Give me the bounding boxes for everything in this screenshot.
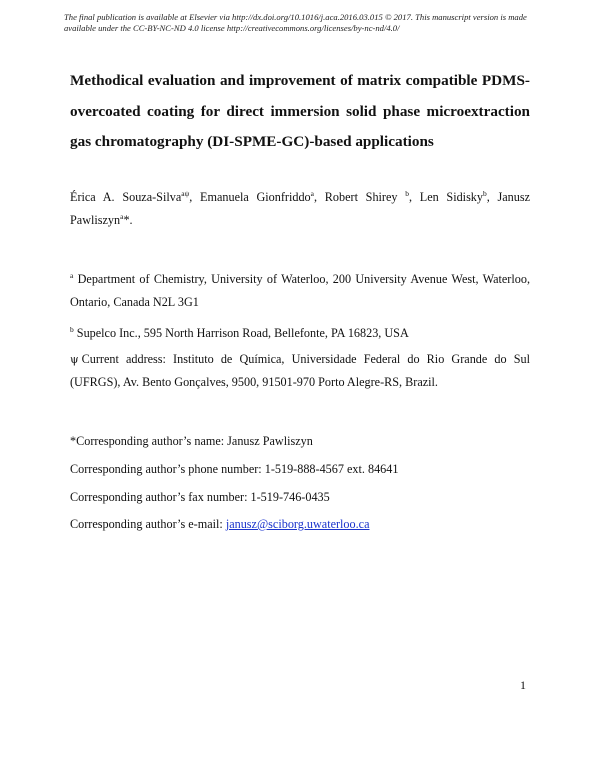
license-notice: The final publication is available at Elsevier via http://dx.doi.org/10.1016/j.aca.2016.03.015 © 2017. This manuscript version is made available under the CC-BY-NC-ND 4.0 license http://creativecommons.org/licenses/by-nc-nd/4.0/ (64, 12, 527, 33)
author-affiliation-mark: a (120, 212, 124, 221)
author-name: Érica A. Souza-Silva (70, 190, 182, 204)
author-name: Len Sidisky (419, 190, 483, 204)
author-separator: , (408, 190, 420, 204)
author-list (70, 186, 530, 232)
corresponding-author-phone: Corresponding author’s phone number: 1-519-888-4567 ext. 84641 (70, 462, 399, 476)
affiliation-b-text: Supelco Inc., 595 North Harrison Road, Bellefonte, PA 16823, USA (73, 326, 409, 340)
affiliation-b (70, 322, 530, 345)
author-separator: , (486, 190, 498, 204)
author-separator: , (314, 190, 325, 204)
author-name: Emanuela Gionfriddo (200, 190, 311, 204)
affiliation-a-mark: a (70, 271, 74, 280)
author-affiliation-mark: a (310, 189, 314, 198)
author-affiliation-mark: b (483, 189, 487, 198)
email-link[interactable]: janusz@sciborg.uwaterloo.ca (225, 517, 370, 531)
author-separator: *. (123, 213, 133, 227)
author-name: Robert Shirey (324, 190, 406, 204)
email-label: Corresponding author’s e-mail: (70, 517, 226, 531)
current-address (70, 348, 530, 394)
affiliation-b-mark: b (70, 325, 74, 334)
corresponding-author-email-line (70, 513, 530, 536)
affiliation-a-text: Department of Chemistry, University of Waterloo, 200 University Avenue West, Waterloo, Ontario, Canada N2L 3G1 (70, 272, 530, 309)
page-number: 1 (520, 678, 526, 692)
author-affiliation-mark: aψ (181, 189, 190, 198)
affiliation-a (70, 268, 530, 314)
corresponding-author-name: *Corresponding author’s name: Janusz Pawliszyn (70, 434, 313, 448)
author-separator: , (189, 190, 201, 204)
author-affiliation-mark: b (405, 189, 409, 198)
author-name: Janusz Pawliszyn (70, 190, 531, 227)
corresponding-author-fax: Corresponding author’s fax number: 1-519-746-0435 (70, 490, 330, 504)
current-address-text: Current address: Instituto de Química, Universidade Federal do Rio Grande do Sul (UFRGS), Av. Bento Gonçalves, 9500, 91501-970 Porto Alegre-RS, Brazil. (70, 352, 530, 389)
current-address-mark: ψ (70, 353, 79, 366)
paper-title: Methodical evaluation and improvement of matrix compatible PDMS-overcoated coating for direct immersion solid phase microextraction gas chromatography (DI-SPME-GC)-based applications (70, 72, 530, 150)
